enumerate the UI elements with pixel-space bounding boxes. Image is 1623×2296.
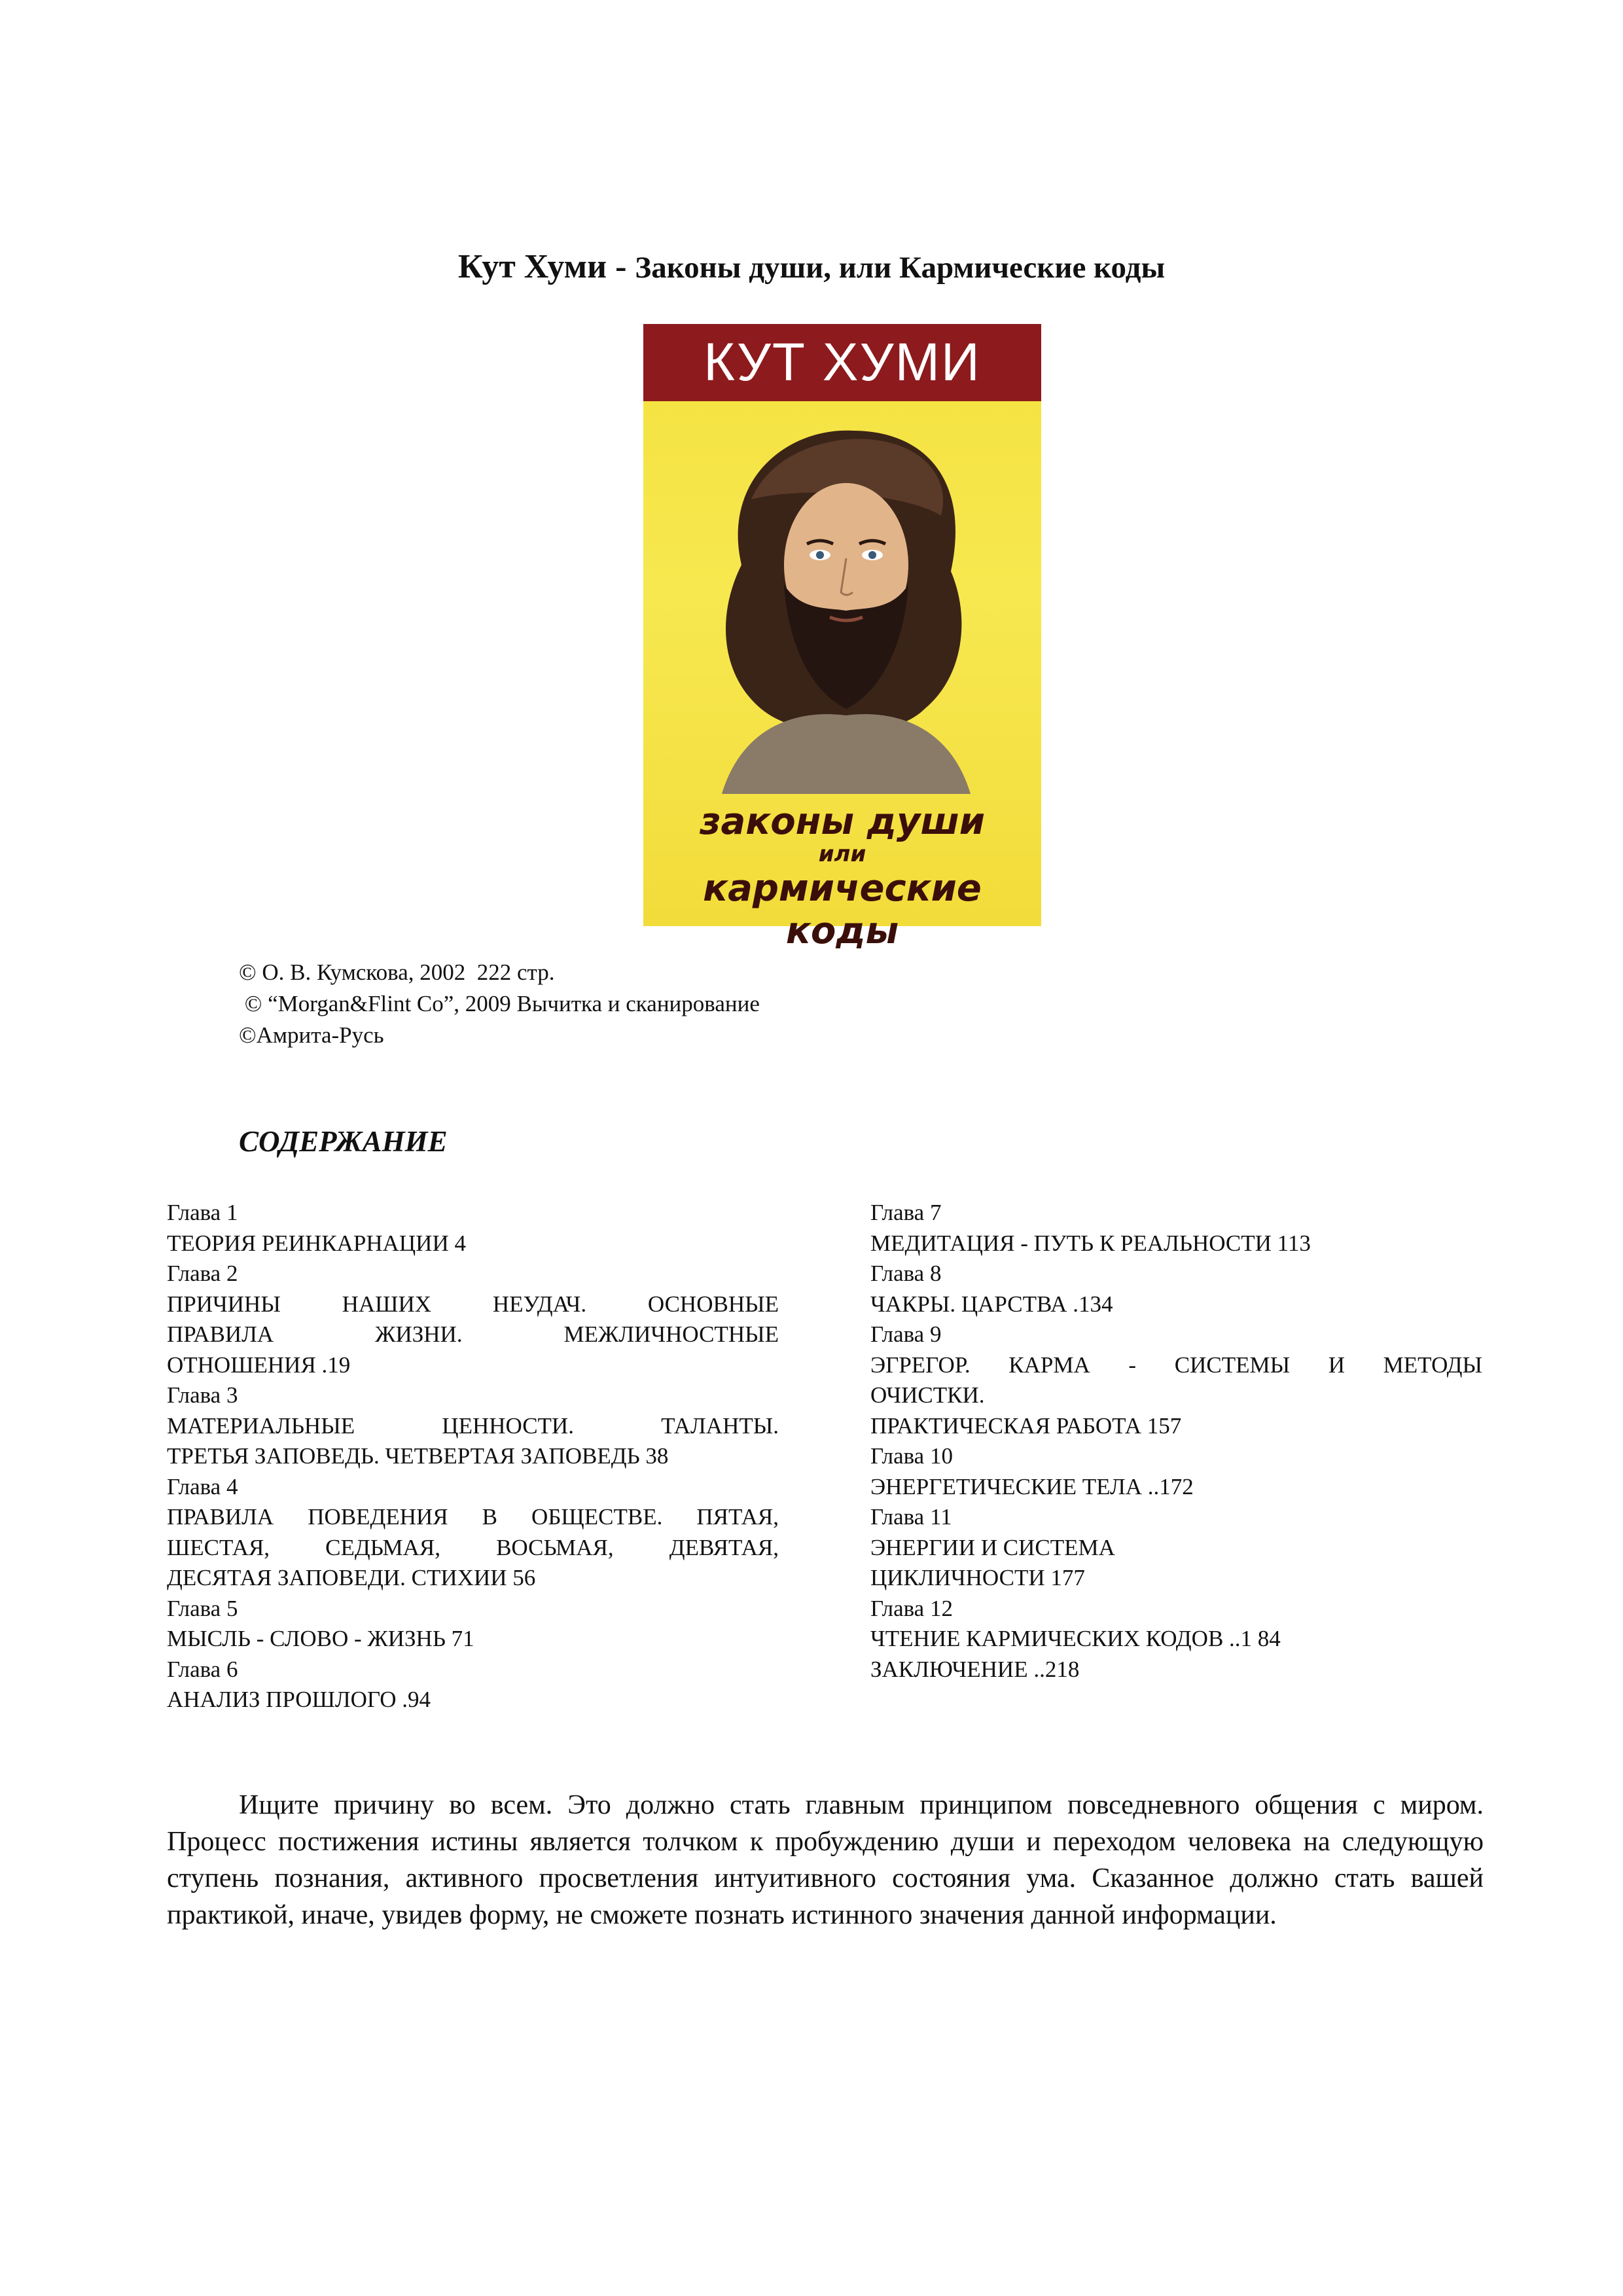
copyright-line: © “Morgan&Flint Co”, 2009 Вычитка и сканирование: [239, 991, 760, 1016]
toc-chapter: Глава 6: [167, 1656, 238, 1682]
toc-entry: ЭНЕРГИИ И СИСТЕМА: [870, 1534, 1115, 1560]
toc-chapter: Глава 3: [167, 1382, 238, 1408]
cover-title-line2: или: [818, 841, 866, 867]
toc-chapter: Глава 8: [870, 1261, 942, 1286]
body-paragraph: Ищите причину во всем. Это должно стать главным принципом повседневного общения с миром. Процесс постижения истины является толчком к пробуждению души и переходом человека на следующую ступень познания, активного просветления интуитивного состояния ума. Сказанное должно стать вашей практикой, иначе, увидев форму, не сможете познать истинного значения данной информации.: [167, 1790, 1484, 1930]
title-separator: -: [607, 248, 635, 285]
toc-chapter: Глава 9: [870, 1321, 942, 1347]
toc-entry: ТЕОРИЯ РЕИНКАРНАЦИИ 4: [167, 1230, 466, 1256]
cover-band: [643, 324, 1041, 401]
copyright-block: [239, 957, 760, 1051]
toc-entry: ШЕСТАЯ, СЕДЬМАЯ, ВОСЬМАЯ, ДЕВЯТАЯ,: [167, 1534, 779, 1560]
toc-entry: ТРЕТЬЯ ЗАПОВЕДЬ. ЧЕТВЕРТАЯ ЗАПОВЕДЬ 38: [167, 1443, 669, 1469]
toc-entry: АНАЛИЗ ПРОШЛОГО .94: [167, 1687, 431, 1712]
toc-entry: ЭНЕРГЕТИЧЕСКИЕ ТЕЛА ..172: [870, 1473, 1194, 1499]
cover-title-line1: законы души: [699, 800, 986, 843]
toc-entry: ПРАВИЛА ПОВЕДЕНИЯ В ОБЩЕСТВЕ. ПЯТАЯ,: [167, 1504, 779, 1530]
cover-author: КУТ ХУМИ: [704, 332, 981, 392]
toc-entry: ЗАКЛЮЧЕНИЕ ..218: [870, 1656, 1080, 1682]
copyright-line: © О. В. Кумскова, 2002 222 стр.: [239, 960, 555, 985]
toc-entry: ОТНОШЕНИЯ .19: [167, 1352, 351, 1378]
toc-chapter: Глава 10: [870, 1443, 953, 1469]
toc-chapter: Глава 7: [870, 1200, 942, 1225]
toc-entry: ЧТЕНИЕ КАРМИЧЕСКИХ КОДОВ ..1 84: [870, 1626, 1281, 1651]
toc-entry: ОЧИСТКИ.: [870, 1382, 985, 1408]
toc-entry: ЦИКЛИЧНОСТИ 177: [870, 1565, 1085, 1590]
toc-entry: ЧАКРЫ. ЦАРСТВА .134: [870, 1291, 1113, 1317]
toc-entry: ДЕСЯТАЯ ЗАПОВЕДИ. СТИХИИ 56: [167, 1565, 536, 1590]
toc-chapter: Глава 12: [870, 1595, 953, 1621]
toc-entry: МЫСЛЬ - СЛОВО - ЖИЗНЬ 71: [167, 1626, 474, 1651]
toc-entry: МЕДИТАЦИЯ - ПУТЬ К РЕАЛЬНОСТИ 113: [870, 1230, 1311, 1256]
portrait-illustration: [643, 401, 1041, 794]
toc-chapter: Глава 11: [870, 1504, 952, 1530]
toc-entry: ПРАКТИЧЕСКАЯ РАБОТА 157: [870, 1412, 1182, 1439]
toc-heading: СОДЕРЖАНИЕ: [239, 1125, 448, 1158]
page-title: [0, 247, 1623, 286]
toc-entry: МАТЕРИАЛЬНЫЕ ЦЕННОСТИ. ТАЛАНТЫ.: [167, 1412, 779, 1439]
toc-column-right: [870, 1198, 1482, 1685]
toc-entry: ПРИЧИНЫ НАШИХ НЕУДАЧ. ОСНОВНЫЕ: [167, 1291, 779, 1317]
toc-chapter: Глава 4: [167, 1473, 238, 1499]
book-cover: [643, 324, 1041, 952]
cover-title-line3: кармические коды: [703, 867, 982, 952]
toc-chapter: Глава 2: [167, 1261, 238, 1286]
title-book: Законы души, или Кармические коды: [635, 251, 1166, 285]
toc-chapter: Глава 5: [167, 1595, 238, 1621]
toc-column-left: [167, 1198, 779, 1715]
toc-entry: ЭГРЕГОР. КАРМА - СИСТЕМЫ И МЕТОДЫ: [870, 1352, 1482, 1378]
toc-chapter: Глава 1: [167, 1200, 238, 1225]
toc-entry: ПРАВИЛА ЖИЗНИ. МЕЖЛИЧНОСТНЫЕ: [167, 1321, 779, 1347]
title-author: Кут Хуми: [457, 248, 607, 285]
copyright-line: ©Амрита-Русь: [239, 1022, 384, 1048]
